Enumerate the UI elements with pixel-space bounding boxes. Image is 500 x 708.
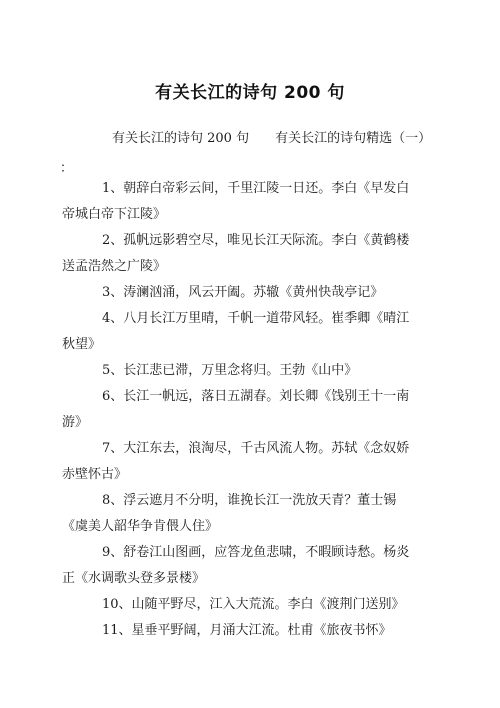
list-item bbox=[76, 618, 440, 644]
intro-paragraph bbox=[60, 124, 440, 184]
poem-line-cont: 帝城白帝下江陵》 bbox=[62, 207, 167, 222]
poem-line-cont: 《虞美人韶华争肯偎人住》 bbox=[62, 519, 219, 534]
poem-line: 11、星垂平野阔，月涌大江流。杜甫《旅夜书怀》 bbox=[102, 623, 392, 638]
poem-line-cont: 秋望》 bbox=[62, 337, 102, 352]
poem-line-cont: 正《水调歌头登多景楼》 bbox=[62, 571, 206, 586]
poem-line: 2、孤帆远影碧空尽，唯见长江天际流。李白《黄鹤楼 bbox=[102, 233, 410, 248]
intro-right-text: 有关长江的诗句精选（一） bbox=[275, 131, 432, 146]
list-item bbox=[62, 540, 440, 592]
poem-line: 4、八月长江万里晴，千帆一道带风轻。崔季卿《晴江 bbox=[102, 311, 410, 326]
list-item bbox=[62, 488, 440, 540]
page-title: 有关长江的诗句 200 句 bbox=[155, 83, 345, 103]
poem-line-cont: 送孟浩然之广陵》 bbox=[62, 259, 167, 274]
list-item bbox=[62, 384, 440, 436]
poem-line: 1、朝辞白帝彩云间，千里江陵一日还。李白《早发白 bbox=[102, 181, 410, 196]
poem-line: 8、浮云遮月不分明，谁挽长江一洗放天青？董士锡 bbox=[102, 493, 397, 508]
list-item bbox=[62, 176, 440, 228]
list-item bbox=[76, 280, 440, 306]
poem-line: 3、涛澜汹涌，风云开阖。苏辙《黄州快哉亭记》 bbox=[102, 285, 384, 300]
poem-line: 5、长江悲已滞，万里念将归。王勃《山中》 bbox=[102, 363, 358, 378]
list-item bbox=[76, 592, 440, 618]
poem-list bbox=[62, 176, 440, 644]
poem-line: 10、山随平野尽，江入大荒流。李白《渡荆门送别》 bbox=[102, 597, 405, 612]
poem-line-cont: 赤壁怀古》 bbox=[62, 467, 128, 482]
list-item bbox=[76, 358, 440, 384]
poem-line-cont: 游》 bbox=[62, 415, 89, 430]
poem-line: 7、大江东去，浪淘尽，千古风流人物。苏轼《念奴娇 bbox=[102, 441, 410, 456]
list-item bbox=[62, 306, 440, 358]
poem-line: 9、舒卷江山图画，应答龙鱼悲啸，不暇顾诗愁。杨炎 bbox=[102, 545, 410, 560]
list-item bbox=[62, 228, 440, 280]
intro-wrap-text: ： bbox=[60, 161, 74, 176]
poem-line: 6、长江一帆远，落日五湖春。刘长卿《饯别王十一南 bbox=[102, 389, 410, 404]
intro-left-text: 有关长江的诗句 200 句 bbox=[112, 131, 250, 146]
list-item bbox=[62, 436, 440, 488]
